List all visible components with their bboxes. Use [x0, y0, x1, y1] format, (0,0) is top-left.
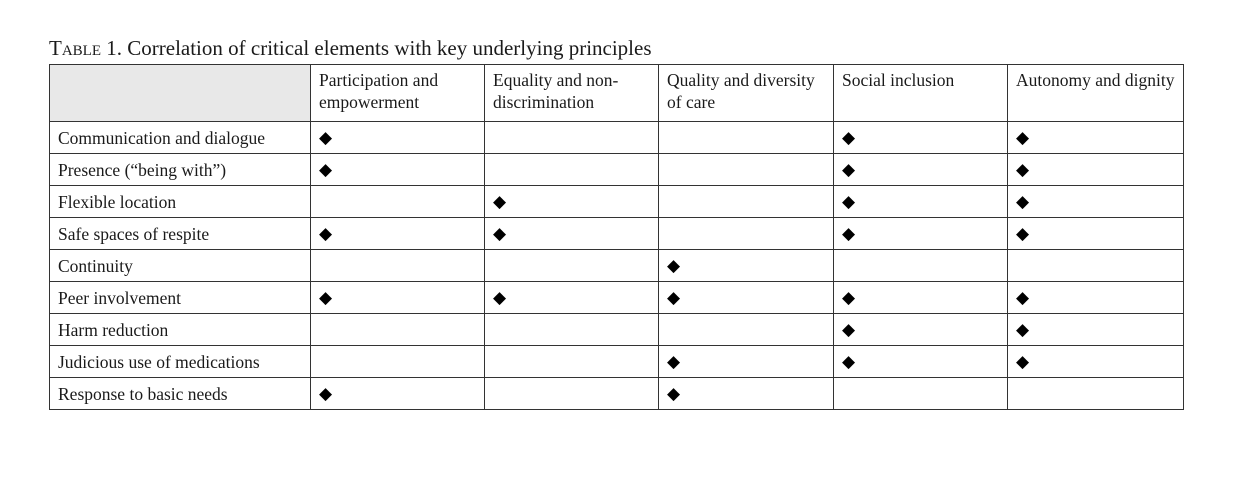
row-label: Presence (“being with”) — [50, 154, 311, 186]
table-cell — [834, 250, 1008, 282]
table-cell — [1008, 346, 1184, 378]
table-cell — [485, 250, 659, 282]
table-cell — [485, 186, 659, 218]
black-diamond-icon: ◆ — [319, 160, 333, 180]
table-cell — [659, 314, 834, 346]
black-diamond-icon: ◆ — [319, 384, 333, 404]
table-row — [50, 314, 1184, 346]
table-row — [50, 122, 1184, 154]
black-diamond-icon: ◆ — [667, 352, 681, 372]
table-caption — [49, 34, 652, 62]
row-label: Harm reduction — [50, 314, 311, 346]
black-diamond-icon: ◆ — [842, 352, 856, 372]
table-cell — [1008, 282, 1184, 314]
table-row — [50, 250, 1184, 282]
table-cell — [1008, 186, 1184, 218]
table-cell — [485, 218, 659, 250]
table-row — [50, 282, 1184, 314]
black-diamond-icon: ◆ — [1016, 352, 1030, 372]
black-diamond-icon: ◆ — [319, 224, 333, 244]
corner-cell — [50, 65, 311, 122]
header-row — [50, 65, 1184, 122]
column-header: Social inclusion — [834, 65, 1008, 122]
table-cell — [1008, 154, 1184, 186]
black-diamond-icon: ◆ — [842, 224, 856, 244]
table-cell — [834, 314, 1008, 346]
black-diamond-icon: ◆ — [1016, 224, 1030, 244]
principles-table — [49, 64, 1184, 410]
table-cell — [659, 250, 834, 282]
table-cell — [485, 346, 659, 378]
black-diamond-icon: ◆ — [319, 128, 333, 148]
table-cell — [659, 122, 834, 154]
row-label: Peer involvement — [50, 282, 311, 314]
table-cell — [311, 282, 485, 314]
table-cell — [485, 154, 659, 186]
table-cell — [311, 346, 485, 378]
table-cell — [311, 314, 485, 346]
table-cell — [834, 154, 1008, 186]
table-cell — [1008, 122, 1184, 154]
black-diamond-icon: ◆ — [1016, 128, 1030, 148]
row-label: Response to basic needs — [50, 378, 311, 410]
black-diamond-icon: ◆ — [842, 128, 856, 148]
column-header: Equality and non-discrimination — [485, 65, 659, 122]
table-row — [50, 378, 1184, 410]
table-cell — [311, 122, 485, 154]
column-header: Quality and diversity of care — [659, 65, 834, 122]
table-cell — [659, 346, 834, 378]
table-cell — [834, 218, 1008, 250]
table-cell — [1008, 314, 1184, 346]
table-cell — [311, 186, 485, 218]
table-cell — [659, 282, 834, 314]
black-diamond-icon: ◆ — [319, 288, 333, 308]
black-diamond-icon: ◆ — [842, 288, 856, 308]
black-diamond-icon: ◆ — [842, 192, 856, 212]
table-caption-label: Table 1. — [49, 36, 122, 60]
table-cell — [485, 282, 659, 314]
table-cell — [834, 282, 1008, 314]
black-diamond-icon: ◆ — [493, 288, 507, 308]
table-cell — [311, 218, 485, 250]
table-cell — [311, 250, 485, 282]
row-label: Communication and dialogue — [50, 122, 311, 154]
table-cell — [485, 314, 659, 346]
row-label: Flexible location — [50, 186, 311, 218]
table-cell — [1008, 250, 1184, 282]
table-cell — [659, 378, 834, 410]
black-diamond-icon: ◆ — [667, 288, 681, 308]
column-header: Autonomy and dignity — [1008, 65, 1184, 122]
table-cell — [659, 186, 834, 218]
black-diamond-icon: ◆ — [667, 256, 681, 276]
table-cell — [1008, 378, 1184, 410]
black-diamond-icon: ◆ — [1016, 288, 1030, 308]
table-cell — [834, 378, 1008, 410]
table-row — [50, 218, 1184, 250]
table-row — [50, 346, 1184, 378]
row-label: Safe spaces of respite — [50, 218, 311, 250]
black-diamond-icon: ◆ — [667, 384, 681, 404]
table-cell — [834, 186, 1008, 218]
table-cell — [834, 122, 1008, 154]
row-label: Continuity — [50, 250, 311, 282]
table-cell — [1008, 218, 1184, 250]
table-cell — [311, 378, 485, 410]
table-cell — [485, 122, 659, 154]
black-diamond-icon: ◆ — [493, 192, 507, 212]
table-body — [50, 122, 1184, 410]
black-diamond-icon: ◆ — [842, 160, 856, 180]
table-cell — [659, 218, 834, 250]
black-diamond-icon: ◆ — [1016, 320, 1030, 340]
table-cell — [659, 154, 834, 186]
table-cell — [485, 378, 659, 410]
table-row — [50, 186, 1184, 218]
table-row — [50, 154, 1184, 186]
black-diamond-icon: ◆ — [1016, 160, 1030, 180]
table-cell — [834, 346, 1008, 378]
black-diamond-icon: ◆ — [842, 320, 856, 340]
black-diamond-icon: ◆ — [1016, 192, 1030, 212]
column-header: Participation and empowerment — [311, 65, 485, 122]
table-caption-text: Correlation of critical elements with key underlying principles — [127, 36, 652, 60]
black-diamond-icon: ◆ — [493, 224, 507, 244]
table-cell — [311, 154, 485, 186]
row-label: Judicious use of medications — [50, 346, 311, 378]
